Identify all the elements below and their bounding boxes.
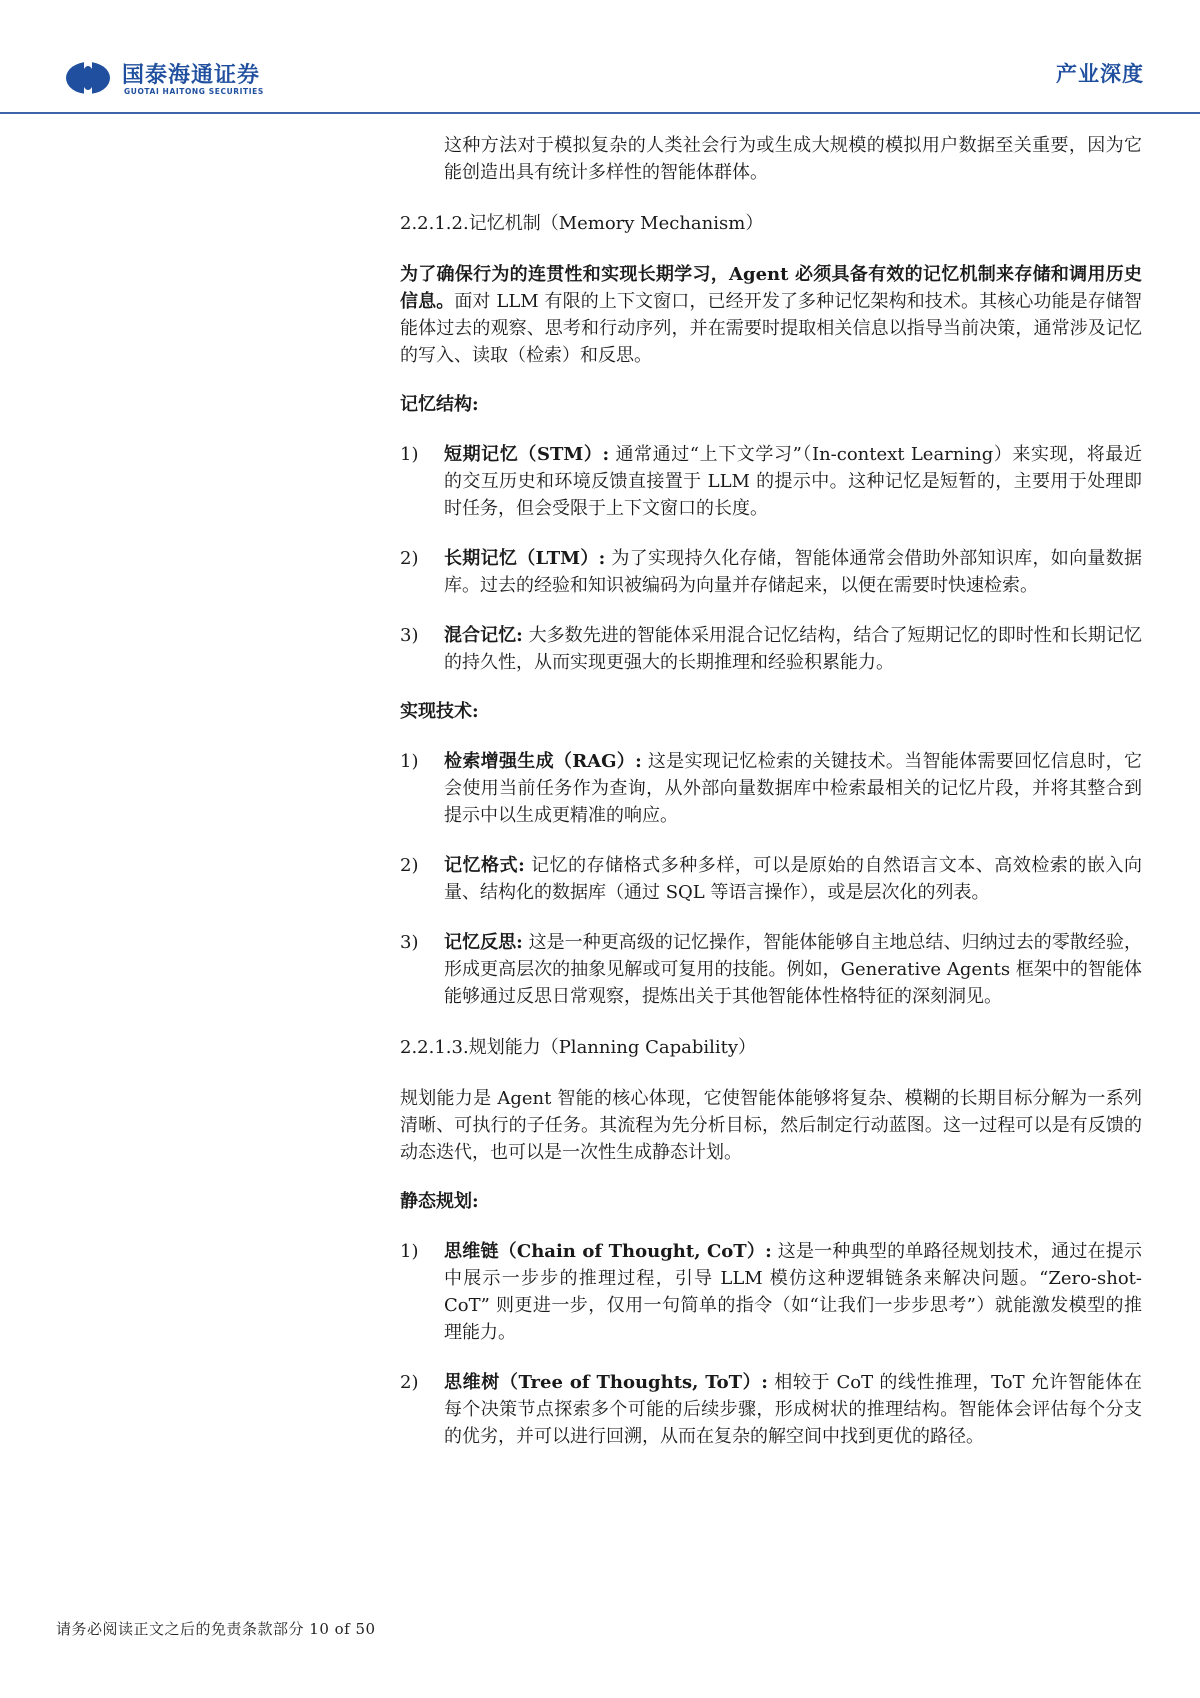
list-item [400,441,1142,522]
company-logo-icon [64,60,112,96]
list-number: 3) [400,625,419,646]
list-term: 记忆反思: [444,932,523,953]
list-item [400,929,1142,1010]
static-planning-heading: 静态规划: [400,1191,479,1212]
memory-intro-text: 面对 LLM 有限的上下文窗口，已经开发了多种记忆架构和技术。其核心功能是存储智能体过去的观察、思考和行动序列，并在需要时提取相关信息以指导当前决策，通常涉及记忆的写入、读取（检索）和反思。 [400,291,1142,366]
list-item [400,748,1142,829]
intro-paragraph: 这种方法对于模拟复杂的人类社会行为或生成大规模的模拟用户数据至关重要，因为它能创造出具有统计多样性的智能体群体。 [444,135,1142,183]
list-term: 思维链（Chain of Thought, CoT）: [444,1241,772,1262]
list-term: 长期记忆（LTM）: [444,548,606,569]
list-term: 检索增强生成（RAG）: [444,751,642,772]
implementation-heading: 实现技术: [400,701,479,722]
list-text: 这是实现记忆检索的关键技术。当智能体需要回忆信息时，它会使用当前任务作为查询，从外部向量数据库中检索最相关的记忆片段，并将其整合到提示中以生成更精准的响应。 [444,751,1142,826]
list-number: 1) [400,444,419,465]
list-number: 2) [400,1372,419,1393]
report-category: 产业深度 [1056,62,1144,86]
list-text: 这是一种典型的单路径规划技术，通过在提示中展示一步步的推理过程，引导 LLM 模仿这种逻辑链条来解决问题。“Zero-shot-CoT” 则更进一步，仅用一句简单的指令（如“让我们一步步思考”）就能激发模型的推理能力。 [444,1241,1142,1343]
report-body [400,132,1142,1450]
list-text: 记忆的存储格式多种多样，可以是原始的自然语言文本、高效检索的嵌入向量、结构化的数据库（通过 SQL 等语言操作），或是层次化的列表。 [444,855,1143,903]
company-name-en: GUOTAI HAITONG SECURITIES [124,87,264,96]
list-item [400,545,1142,599]
list-term: 记忆格式: [444,855,525,876]
list-item [400,852,1142,906]
list-item [400,1369,1142,1450]
memory-intro-emphasis: 为了确保行为的连贯性和实现长期学习，Agent 必须具备有效的记忆机制来存储和调用历史信息。 [400,264,1142,312]
memory-structure-heading: 记忆结构: [400,394,479,415]
list-text: 为了实现持久化存储，智能体通常会借助外部知识库，如向量数据库。过去的经验和知识被编码为向量并存储起来，以便在需要时快速检索。 [444,548,1143,596]
list-item [400,1238,1142,1346]
page-footer: 请务必阅读正文之后的免责条款部分 10 of 50 [56,1620,376,1638]
list-text: 大多数先进的智能体采用混合记忆结构，结合了短期记忆的即时性和长期记忆的持久性，从而实现更强大的长期推理和经验积累能力。 [444,625,1143,673]
header-divider [0,112,1200,114]
list-term: 短期记忆（STM）: [444,444,610,465]
list-number: 3) [400,932,419,953]
planning-intro-paragraph: 规划能力是 Agent 智能的核心体现，它使智能体能够将复杂、模糊的长期目标分解为一系列清晰、可执行的子任务。其流程为先分析目标，然后制定行动蓝图。这一过程可以是有反馈的动态迭代，也可以是一次性生成静态计划。 [400,1088,1142,1163]
list-number: 2) [400,855,419,876]
memory-section-title: 2.2.1.2.记忆机制（Memory Mechanism） [400,213,764,234]
list-term: 思维树（Tree of Thoughts, ToT）: [444,1372,768,1393]
list-number: 1) [400,1241,419,1262]
list-text: 相较于 CoT 的线性推理，ToT 允许智能体在每个决策节点探索多个可能的后续步骤，形成树状的推理结构。智能体会评估每个分支的优劣，并可以进行回溯，从而在复杂的解空间中找到更优的路径。 [444,1372,1142,1447]
list-number: 1) [400,751,419,772]
list-text: 这是一种更高级的记忆操作，智能体能够自主地总结、归纳过去的零散经验，形成更高层次的抽象见解或可复用的技能。例如，Generative Agents 框架中的智能体能够通过反思日常观察，提炼出关于其他智能体性格特征的深刻洞见。 [444,932,1143,1007]
list-number: 2) [400,548,419,569]
list-term: 混合记忆: [444,625,523,646]
list-item [400,622,1142,676]
memory-intro-paragraph [400,261,1142,369]
planning-section-title: 2.2.1.3.规划能力（Planning Capability） [400,1037,757,1058]
list-text: 通常通过“上下文学习”（In-context Learning）来实现，将最近的交互历史和环境反馈直接置于 LLM 的提示中。这种记忆是短暂的，主要用于处理即时任务，但会受限于上下文窗口的长度。 [444,444,1142,519]
company-name-cn: 国泰海通证券 [122,63,261,88]
page-header [0,0,1200,114]
